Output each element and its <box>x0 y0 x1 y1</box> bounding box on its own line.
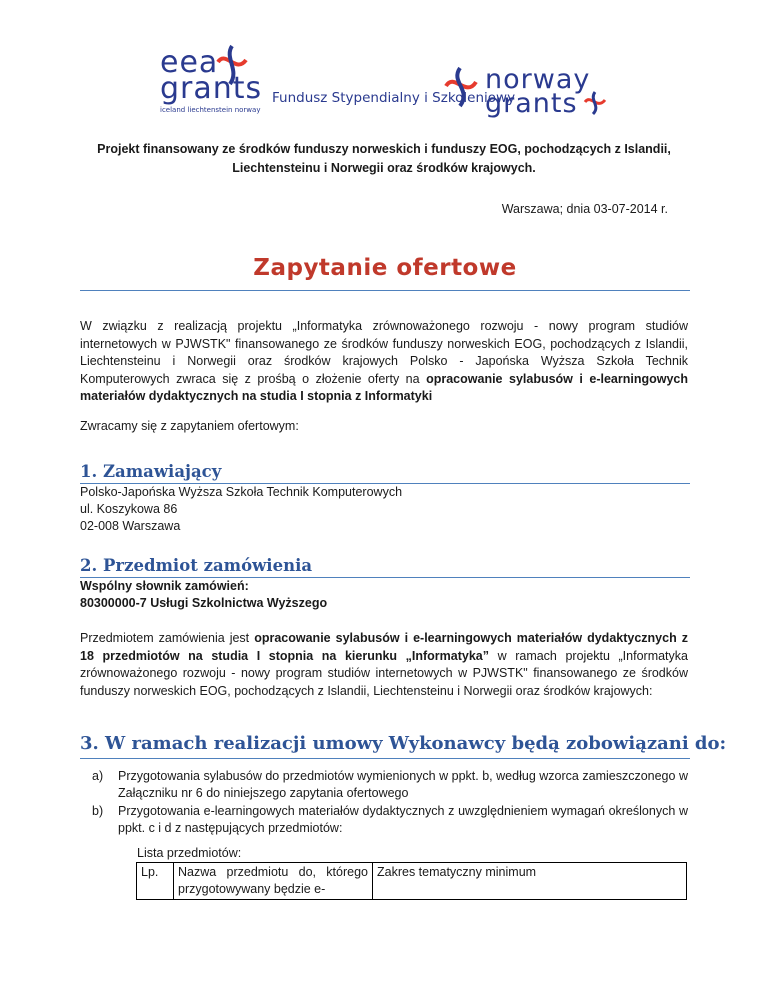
list-item <box>92 803 688 837</box>
title-divider <box>80 290 690 291</box>
section1-heading-wrap <box>80 462 221 481</box>
date-line: Warszawa; dnia 03-07-2014 r. <box>501 202 668 216</box>
funding-note: Projekt finansowany ze środków funduszy norweskich i funduszy EOG, pochodzących z Islandii, Liechtensteinu i Norwegii oraz środków krajowych. <box>97 142 671 175</box>
section1-heading: 1. Zamawiający <box>80 462 222 481</box>
subject-bold: opracowanie sylabusów i e-learningowych materiałów dydaktycznych z 18 przedmiotów na studia I stopnia na kierunku „Informatyka” <box>80 631 689 663</box>
cpv-code: 80300000-7 Usługi Szkolnictwa Wyższego <box>80 596 328 610</box>
list-item-text: Przygotowania e-learningowych materiałów dydaktycznych z uwzględnieniem wymagań określonych w ppkt. c i d z następujących przedmiotów: <box>118 804 688 835</box>
subjects-table <box>136 862 687 900</box>
norway-ribbon-icon <box>442 64 480 108</box>
subject-text-start: Przedmiotem zamówienia jest <box>80 631 255 645</box>
norway-small-ribbon-icon <box>583 90 607 116</box>
logo-banner <box>0 40 768 120</box>
list-marker: b) <box>92 804 104 818</box>
section2-heading-wrap <box>80 556 312 575</box>
eea-logo-line1: eea <box>160 45 219 80</box>
subjects-list-label: Lista przedmiotów: <box>137 846 242 860</box>
address-line: Zwracamy się z zapytaniem ofertowym: <box>80 419 299 433</box>
section1-address <box>80 484 688 535</box>
intro-bold: opracowanie sylabusów i e-learningowych materiałów dydaktycznych na studia I stopnia z Informatyki <box>80 371 688 403</box>
list-item <box>92 768 688 802</box>
list-item-text: Przygotowania sylabusów do przedmiotów wymienionych w ppkt. b, według wzorca zamieszczonego w Załączniku nr 6 do niniejszego zapytania ofertowego <box>118 769 688 800</box>
norway-logo-line1: norway <box>485 64 591 95</box>
section3-heading: 3. W ramach realizacji umowy Wykonawcy będą zobowiązani do: <box>80 733 727 754</box>
section3-heading-wrap <box>80 733 726 754</box>
section2-heading: 2. Przedmiot zamówienia <box>80 556 313 575</box>
table-header-scope: Zakres tematyczny minimum <box>373 863 687 900</box>
intro-paragraph <box>80 318 688 406</box>
obligations-list <box>92 768 688 838</box>
table-header-subject: Nazwa przedmiotu do, którego przygotowywany będzie e- <box>174 863 373 900</box>
table-header-lp: Lp. <box>137 863 174 900</box>
page-title: Zapytanie ofertowe <box>253 255 517 281</box>
eea-ribbon-icon <box>212 44 252 88</box>
eea-logo-line2: grants <box>160 71 263 106</box>
list-marker: a) <box>92 769 104 783</box>
norway-grants-logo <box>485 64 591 119</box>
subject-paragraph <box>80 630 688 700</box>
fund-name: Fundusz Stypendialny i Szkoleniowy <box>272 90 516 106</box>
address-line-3: 02-008 Warszawa <box>80 519 181 533</box>
table-header-row <box>137 863 687 900</box>
norway-logo-line2: grants <box>485 88 578 119</box>
address-line-2: ul. Koszykowa 86 <box>80 502 178 516</box>
cpv-label: Wspólny słownik zamówień: <box>80 579 249 593</box>
intro-text: W związku z realizacją projektu „Informatyka zrównoważonego rozwoju - nowy program studiów internetowych w PJWSTK" finansowanego ze środków funduszy norweskich EOG, pochodzących z Islandii, Liechtensteinu i Norwegii oraz środków krajowych Polsko - Japońska Wyższa Szkoła Technik Komputerowych zwraca się z prośbą o złożenie oferty na <box>80 319 688 386</box>
eea-logo-subtitle: iceland liechtenstein norway <box>160 106 261 114</box>
section3-divider <box>80 758 690 759</box>
address-line-1: Polsko-Japońska Wyższa Szkoła Technik Komputerowych <box>80 485 403 499</box>
subject-text-end: w ramach projektu „Informatyka zrównoważonego rozwoju - nowy program studiów internetowych w PJWSTK" finansowanego ze środków funduszy norweskich EOG, pochodzących z Islandii, Liechtensteinu i Norwegii oraz środków krajowych: <box>80 648 688 698</box>
cpv-block <box>80 578 688 612</box>
